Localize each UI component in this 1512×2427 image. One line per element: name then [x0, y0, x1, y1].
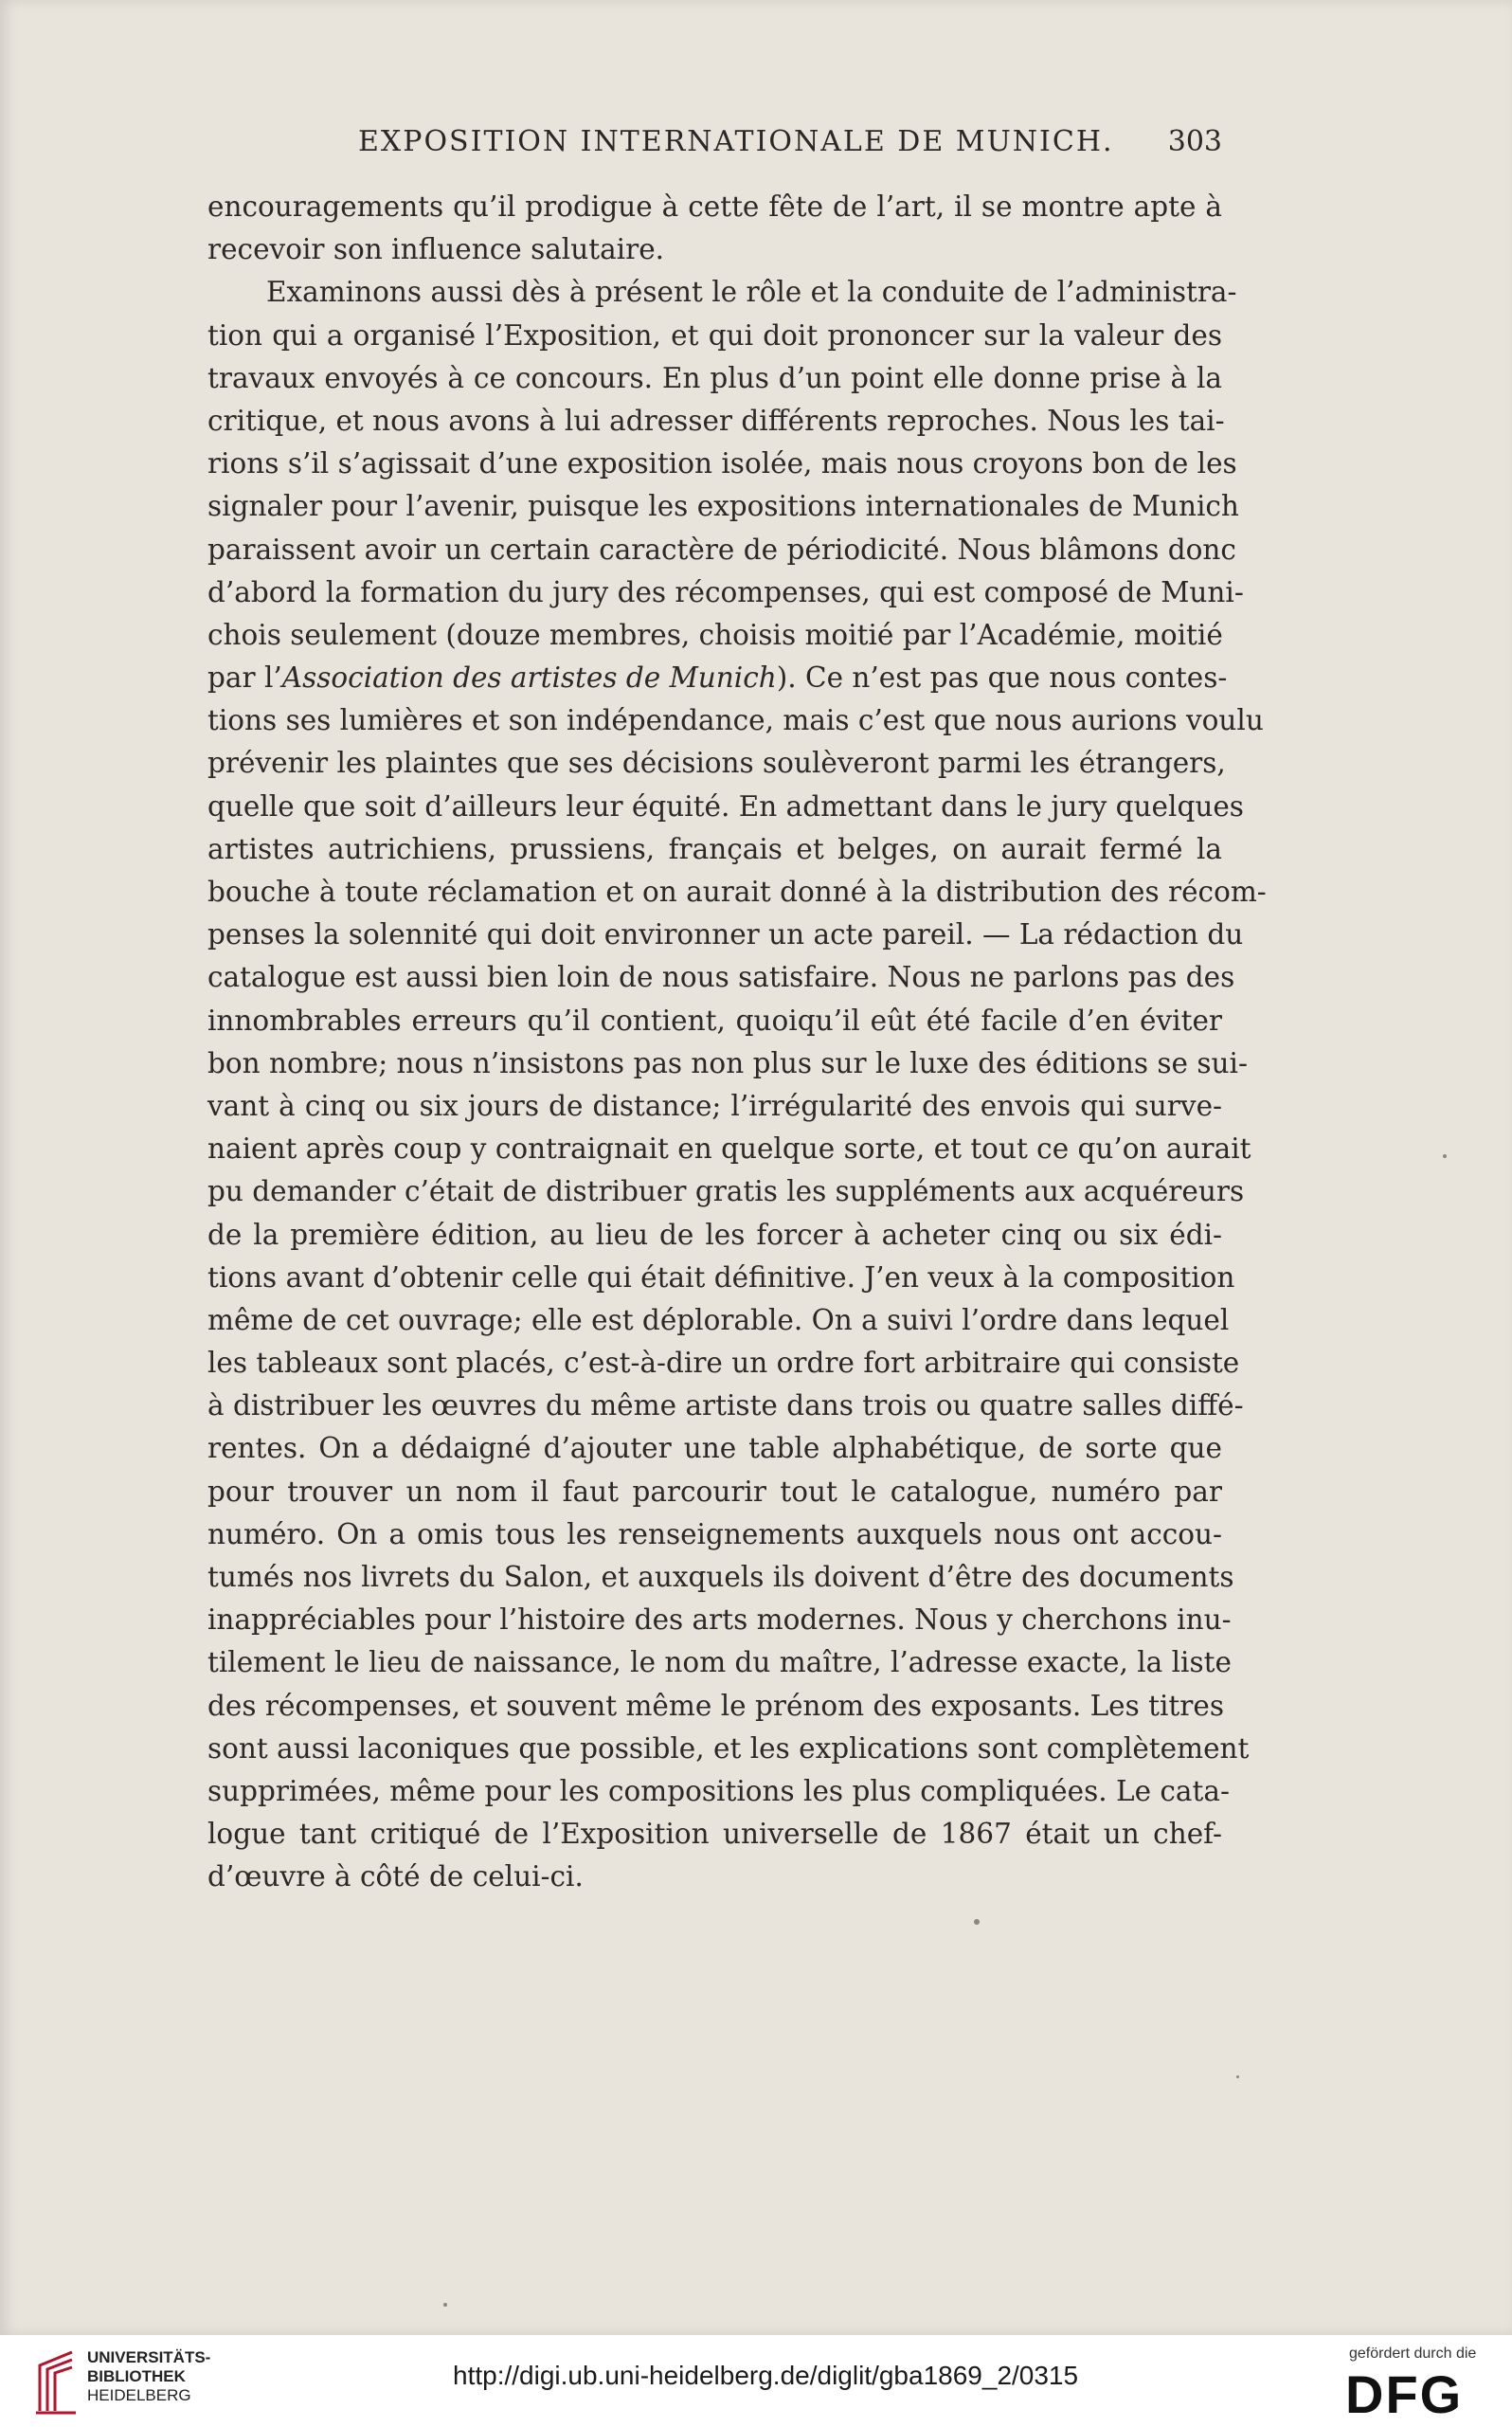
- funding-caption: gefördert durch die: [1349, 2345, 1477, 2362]
- text-line: innombrables erreurs qu’il contient, quoiqu’il eût été facile d’en éviter: [207, 1004, 1222, 1037]
- paper-speck: [443, 2303, 447, 2307]
- italic-title: Association des artistes de Munich: [281, 661, 777, 695]
- text-line: paraissent avoir un certain caractère de périodicité. Nous blâmons donc: [207, 533, 1236, 566]
- text-line: bouche à toute réclamation et on aurait donné à la distribution des récom-: [207, 876, 1267, 908]
- text-line: même de cet ouvrage; elle est déplorable. On a suivi l’ordre dans lequel: [207, 1303, 1230, 1336]
- text-line: tions ses lumières et son indépendance, mais c’est que nous aurions voulu: [207, 704, 1264, 737]
- text-line: tion qui a organisé l’Exposition, et qui doit prononcer sur la valeur des: [207, 318, 1222, 352]
- text-line: supprimées, même pour les compositions les plus compliquées. Le cata-: [207, 1774, 1230, 1807]
- text-line: recevoir son influence salutaire.: [207, 233, 665, 266]
- library-line: BIBLIOTHEK: [87, 2367, 186, 2385]
- dfg-logo: DFG: [1345, 2364, 1464, 2424]
- running-title: EXPOSITION INTERNATIONALE DE MUNICH.: [358, 125, 1114, 158]
- text-line: Examinons aussi dès à présent le rôle et la conduite de l’administra-: [266, 276, 1237, 309]
- text-line: penses la solennité qui doit environner un acte pareil. — La rédaction du: [207, 918, 1244, 951]
- text-line: les tableaux sont placés, c’est-à-dire un ordre fort arbitraire qui consiste: [207, 1347, 1240, 1380]
- paper-speck: [974, 1919, 980, 1925]
- text-line: bon nombre; nous n’insistons pas non plus sur le luxe des éditions se sui-: [207, 1046, 1248, 1079]
- text-line: chois seulement (douze membres, choisis moitié par l’Académie, moitié: [207, 618, 1223, 651]
- text-line: rions s’il s’agissait d’une exposition isolée, mais nous croyons bon de les: [207, 447, 1237, 480]
- text-line: logue tant critiqué de l’Exposition universelle de 1867 était un chef-: [207, 1818, 1222, 1851]
- text-line: tilement le lieu de naissance, le nom du maître, l’adresse exacte, la liste: [207, 1646, 1232, 1679]
- text-line: rentes. On a dédaigné d’ajouter une table alphabétique, de sorte que: [207, 1432, 1222, 1465]
- permalink-url[interactable]: http://digi.ub.uni-heidelberg.de/diglit/gba1869_2/0315: [453, 2361, 1079, 2390]
- page-number: 303: [1167, 125, 1222, 158]
- text-line: pour trouver un nom il faut parcourir tout le catalogue, numéro par: [207, 1475, 1222, 1508]
- text-line: quelle que soit d’ailleurs leur équité. En admettant dans le jury quelques: [207, 789, 1244, 823]
- text-line: [207, 657, 1228, 699]
- text-segment: ). Ce n’est pas que nous contes-: [776, 661, 1228, 695]
- text-line: tumés nos livrets du Salon, et auxquels ils doivent d’être des documents: [207, 1561, 1234, 1593]
- text-line: à distribuer les œuvres du même artiste dans trois ou quatre salles diffé-: [207, 1389, 1244, 1422]
- text-line: prévenir les plaintes que ses décisions soulèveront parmi les étrangers,: [207, 747, 1226, 780]
- paper-speck: [1443, 1154, 1447, 1158]
- text-line: artistes autrichiens, prussiens, français et belges, on aurait fermé la: [207, 832, 1222, 865]
- text-line: critique, et nous avons à lui adresser différents reproches. Nous les tai-: [207, 404, 1225, 437]
- text-line: naient après coup y contraignait en quelque sorte, et tout ce qu’on aurait: [207, 1132, 1251, 1166]
- library-name: [87, 2348, 210, 2405]
- paper-speck: [1236, 2075, 1239, 2078]
- university-library-logo-icon: [32, 2345, 80, 2418]
- text-line: travaux envoyés à ce concours. En plus d’un point elle donne prise à la: [207, 361, 1222, 394]
- library-line: HEIDELBERG: [87, 2386, 191, 2404]
- text-line: de la première édition, au lieu de les forcer à acheter cinq ou six édi-: [207, 1218, 1222, 1251]
- running-header: [358, 125, 1222, 167]
- library-line: UNIVERSITÄTS-: [87, 2348, 211, 2366]
- text-line: signaler pour l’avenir, puisque les expositions internationales de Munich: [207, 490, 1239, 523]
- text-line: d’abord la formation du jury des récompenses, qui est composé de Muni-: [207, 575, 1244, 608]
- text-line: numéro. On a omis tous les renseignements auxquels nous ont accou-: [207, 1517, 1222, 1550]
- text-line: vant à cinq ou six jours de distance; l’irrégularité des envois qui surve-: [207, 1089, 1222, 1122]
- text-line: inappréciables pour l’histoire des arts modernes. Nous y cherchons inu-: [207, 1603, 1232, 1637]
- text-line: d’œuvre à côté de celui-ci.: [207, 1860, 584, 1893]
- text-line: encouragements qu’il prodigue à cette fête de l’art, il se montre apte à: [207, 190, 1222, 223]
- text-line: des récompenses, et souvent même le prénom des exposants. Les titres: [207, 1689, 1224, 1722]
- body-text: [207, 186, 1267, 1899]
- text-line: catalogue est aussi bien loin de nous satisfaire. Nous ne parlons pas des: [207, 961, 1235, 994]
- text-line: pu demander c’était de distribuer gratis les suppléments aux acquéreurs: [207, 1175, 1245, 1208]
- text-line: sont aussi laconiques que possible, et les explications sont complètement: [207, 1731, 1250, 1765]
- text-segment: par l’: [207, 661, 282, 695]
- text-line: tions avant d’obtenir celle qui était définitive. J’en veux à la composition: [207, 1260, 1235, 1294]
